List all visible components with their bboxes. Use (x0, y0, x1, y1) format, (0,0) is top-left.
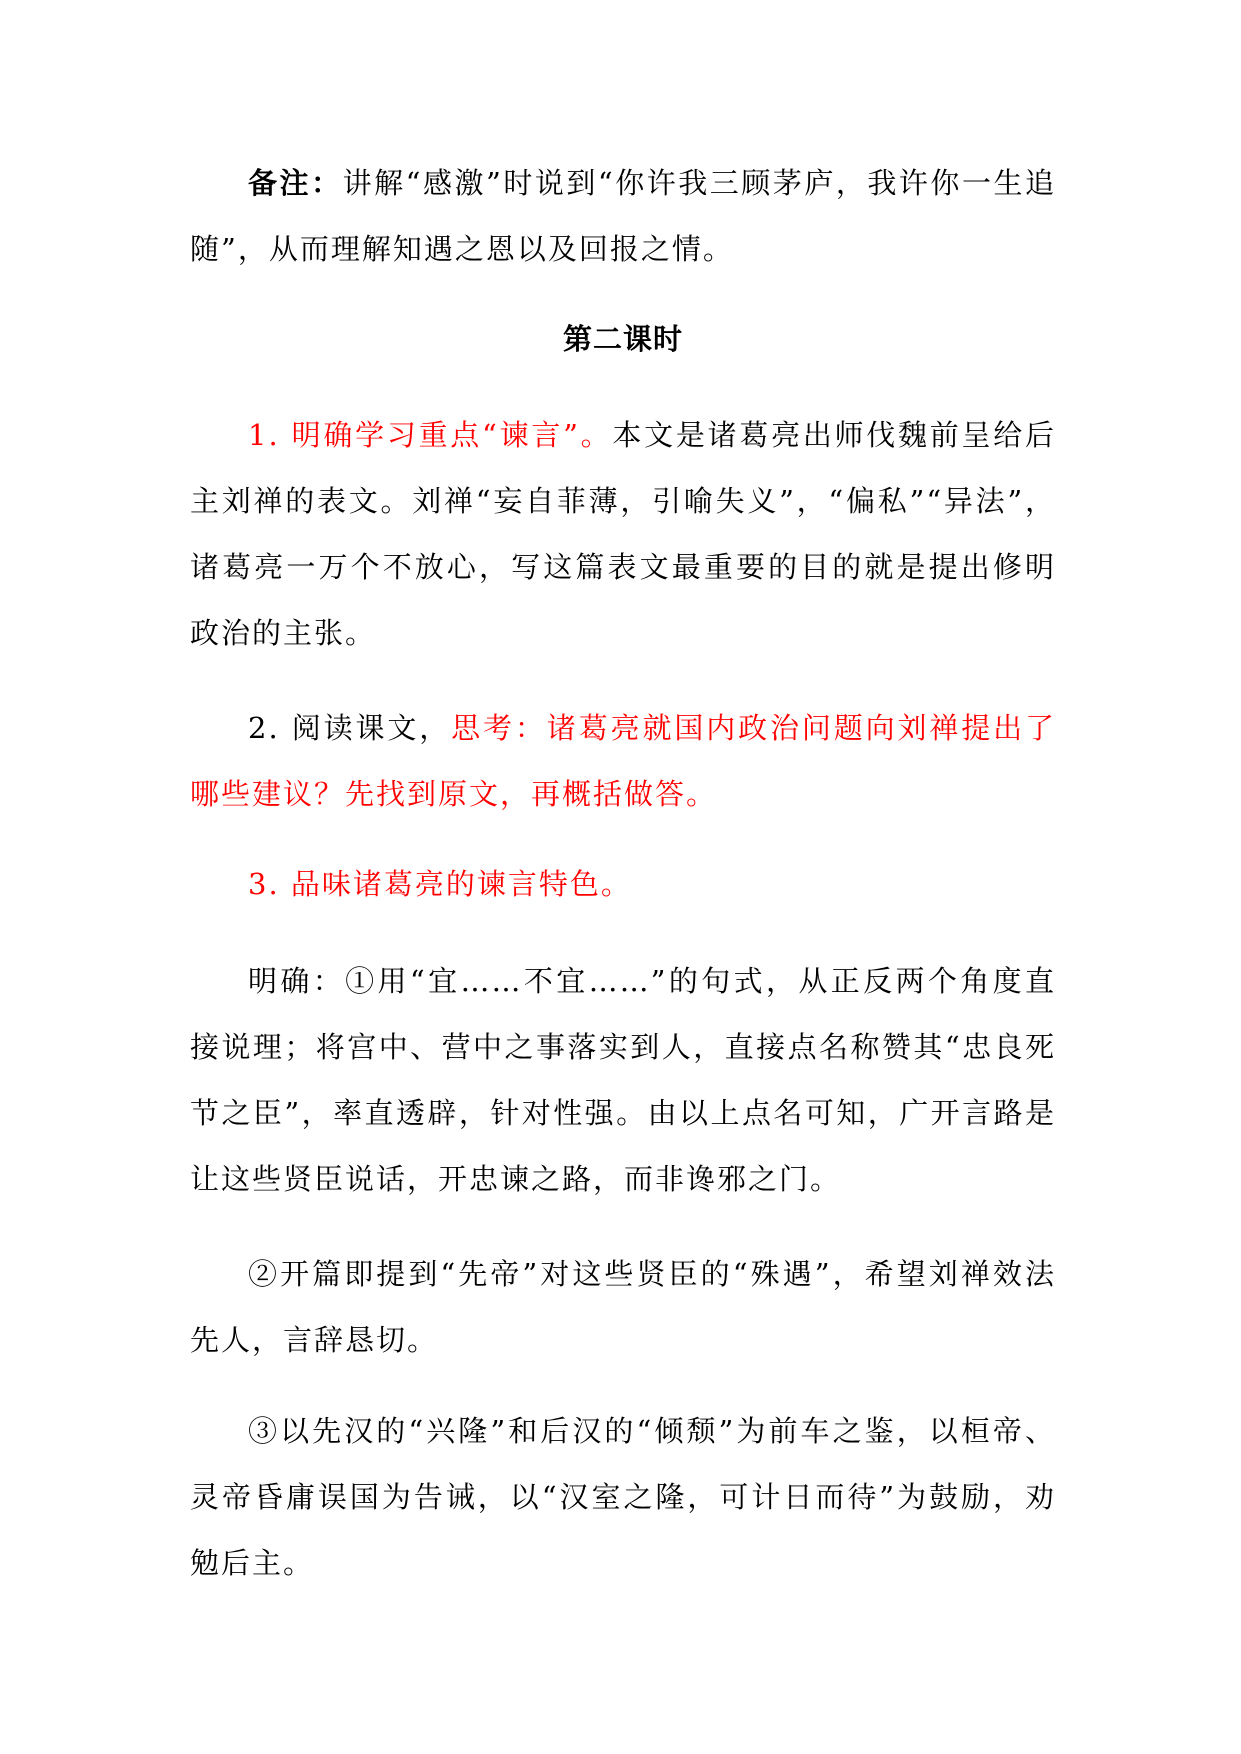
answer2-paragraph: ②开篇即提到“先帝”对这些贤臣的“殊遇”，希望刘禅效法先人，言辞恳切。 (190, 1257, 1056, 1357)
section-heading: 第二课时 (562, 322, 683, 356)
item3-paragraph (190, 851, 1056, 917)
answer3-paragraph: ③以先汉的“兴隆”和后汉的“倾颓”为前车之鉴，以桓帝、灵帝昏庸误国为告诫，以“汉室之隆，可计日而待”为鼓励，劝勉后主。 (190, 1414, 1056, 1580)
item2-paragraph (190, 695, 1056, 827)
note-label: 备注： (248, 166, 343, 200)
item2-prefix: 2. 阅读课文， (248, 711, 452, 745)
answer1-paragraph: 明确：①用“宜……不宜……”的句式，从正反两个角度直接说理；将宫中、营中之事落实到人，直接点名称赞其“忠良死节之臣”，率直透辟，针对性强。由以上点名可知，广开言路是让这些贤臣说话，开忠谏之路，而非谗邪之门。 (190, 964, 1056, 1196)
item1-highlight: 1. 明确学习重点“谏言”。 (248, 418, 613, 452)
note-paragraph (190, 150, 1056, 282)
note-text: 讲解“感激”时说到“你许我三顾茅庐，我许你一生追随”，从而理解知遇之恩以及回报之情。 (190, 166, 1056, 266)
item3-highlight: 3. 品味诸葛亮的谏言特色。 (248, 867, 632, 901)
item1-paragraph (190, 402, 1056, 666)
item2-highlight: 思考：诸葛亮就国内政治问题向刘禅提出了哪些建议？先找到原文，再概括做答。 (190, 711, 1056, 811)
item1-text: 本文是诸葛亮出师伐魏前呈给后主刘禅的表文。刘禅“妄自菲薄，引喻失义”，“偏私”“异法”，诸葛亮一万个不放心，写这篇表文最重要的目的就是提出修明政治的主张。 (190, 418, 1056, 650)
